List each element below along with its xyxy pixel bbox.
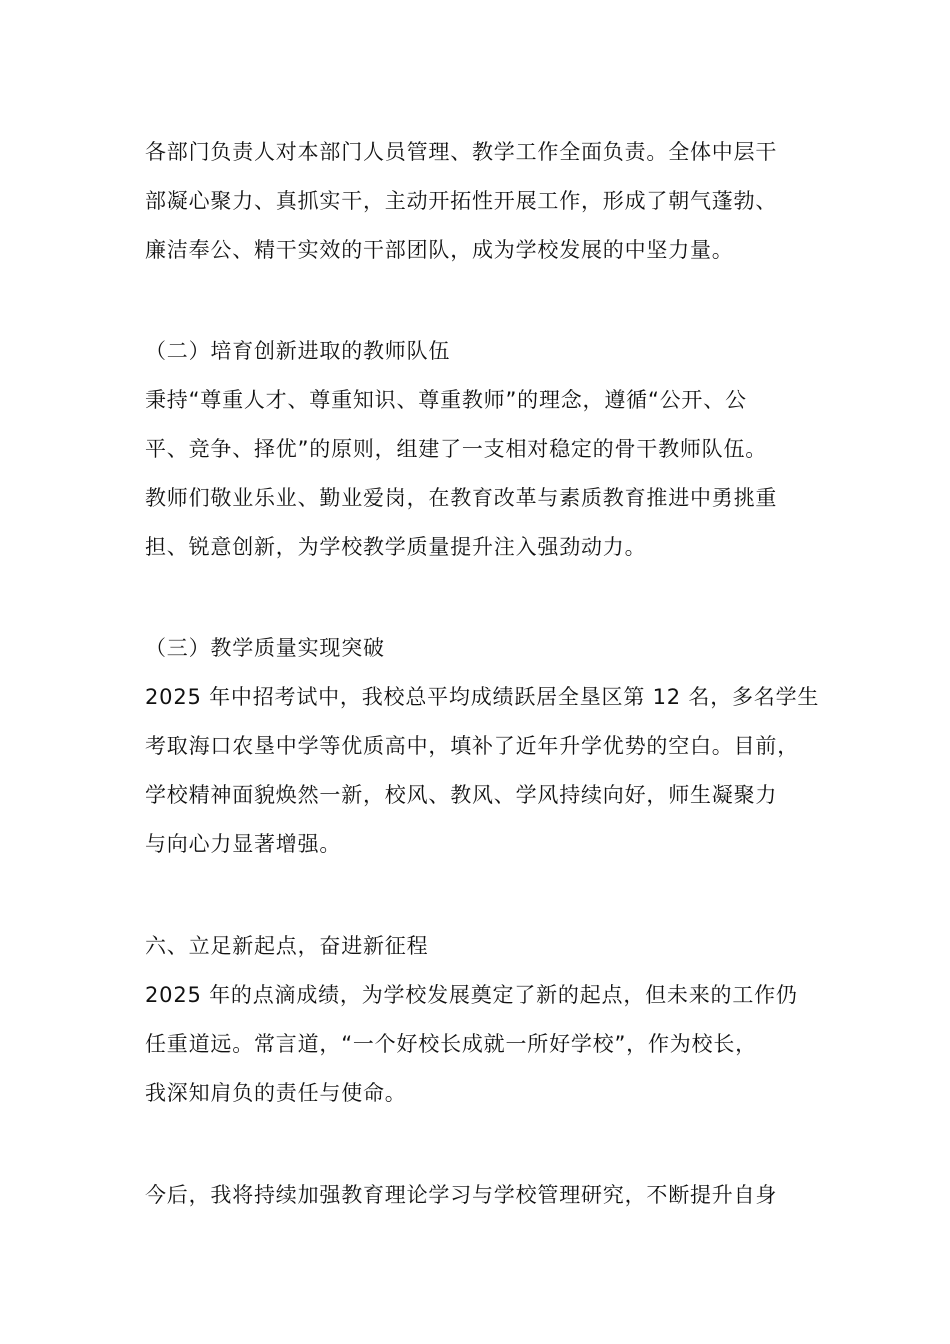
paragraph-line: 秉持“尊重人才、尊重知识、尊重教师”的理念，遵循“公开、公 [145,388,747,412]
paragraph-line: 考取海口农垦中学等优质高中，填补了近年升学优势的空白。目前， [145,734,799,758]
paragraph-line: 教师们敬业乐业、勤业爱岗，在教育改革与素质教育推进中勇挑重 [145,486,778,510]
paragraph-line: 与向心力显著增强。 [145,832,342,856]
paragraph-line: 学校精神面貌焕然一新，校风、教风、学风持续向好，师生凝聚力 [145,783,778,807]
paragraph-line: 廉洁奉公、精干实效的干部团队，成为学校发展的中坚力量。 [145,238,734,262]
paragraph-line: 任重道远。常言道，“一个好校长成就一所好学校”，作为校长， [145,1032,757,1056]
paragraph-line: 我深知肩负的责任与使命。 [145,1081,407,1105]
paragraph-line: 部凝心聚力、真抓实干，主动开拓性开展工作，形成了朝气蓬勃、 [145,189,778,213]
section-heading-2: （二）培育创新进取的教师队伍 [145,339,451,363]
paragraph-line: 担、锐意创新，为学校教学质量提升注入强劲动力。 [145,535,647,559]
paragraph-line: 各部门负责人对本部门人员管理、教学工作全面负责。全体中层干 [145,140,778,164]
paragraph-line: 平、竞争、择优”的原则，组建了一支相对稳定的骨干教师队伍。 [145,437,768,461]
paragraph-line: 2025 年的点滴成绩，为学校发展奠定了新的起点，但未来的工作仍 [145,983,798,1007]
paragraph-line: 2025 年中招考试中，我校总平均成绩跃居全垦区第 12 名，多名学生 [145,685,820,709]
section-heading-3: （三）教学质量实现突破 [145,636,385,660]
section-heading-6: 六、立足新起点，奋进新征程 [145,934,429,958]
paragraph-line: 今后，我将持续加强教育理论学习与学校管理研究，不断提升自身 [145,1183,778,1207]
